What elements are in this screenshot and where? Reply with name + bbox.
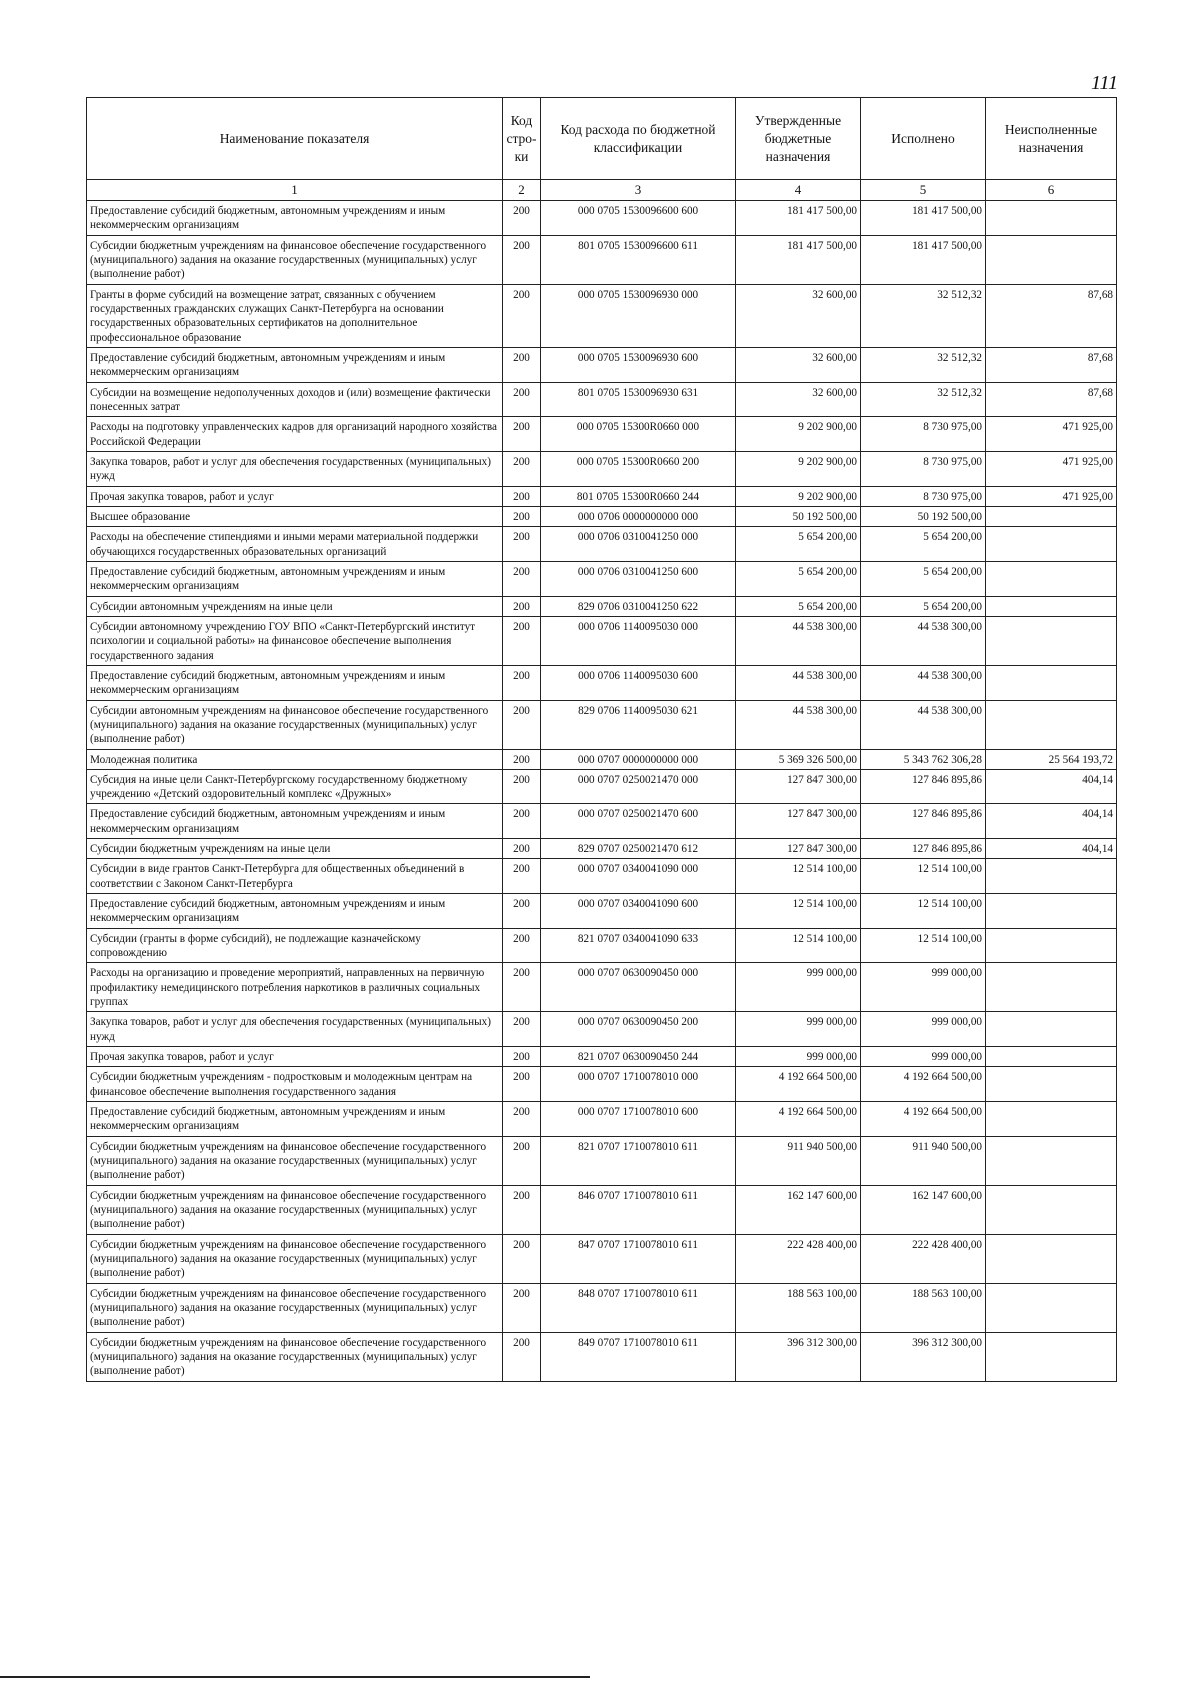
unexecuted-amount-cell [986,1283,1117,1332]
executed-amount-cell: 12 514 100,00 [861,859,986,894]
approved-amount-cell: 32 600,00 [736,382,861,417]
table-row [87,1185,1117,1234]
approved-amount-cell: 181 417 500,00 [736,201,861,236]
approved-amount-cell: 12 514 100,00 [736,859,861,894]
line-code-cell: 200 [503,1234,541,1283]
executed-amount-cell: 32 512,32 [861,347,986,382]
line-code-cell: 200 [503,839,541,859]
line-code-cell: 200 [503,665,541,700]
indicator-name-cell: Субсидии на возмещение недополученных доходов и (или) возмещение фактически понесенных затрат [87,382,503,417]
indicator-name-cell: Предоставление субсидий бюджетным, автономным учреждениям и иным некоммерческим организациям [87,1102,503,1137]
table-row [87,284,1117,347]
line-code-cell: 200 [503,804,541,839]
approved-amount-cell: 9 202 900,00 [736,417,861,452]
line-code-cell: 200 [503,527,541,562]
expense-code-cell: 821 0707 0340041090 633 [541,928,736,963]
table-row [87,1102,1117,1137]
expense-code-cell: 000 0705 1530096930 000 [541,284,736,347]
column-number: 5 [861,180,986,201]
executed-amount-cell: 911 940 500,00 [861,1136,986,1185]
approved-amount-cell: 162 147 600,00 [736,1185,861,1234]
line-code-cell: 200 [503,201,541,236]
expense-code-cell: 821 0707 0630090450 244 [541,1047,736,1067]
unexecuted-amount-cell [986,1234,1117,1283]
approved-amount-cell: 127 847 300,00 [736,769,861,804]
line-code-cell: 200 [503,749,541,769]
executed-amount-cell: 999 000,00 [861,1012,986,1047]
executed-amount-cell: 999 000,00 [861,1047,986,1067]
unexecuted-amount-cell [986,963,1117,1012]
indicator-name-cell: Расходы на обеспечение стипендиями и иными мерами материальной поддержки обучающихся государственных образовательных организаций [87,527,503,562]
header-executed: Исполнено [861,98,986,180]
executed-amount-cell: 32 512,32 [861,382,986,417]
expense-code-cell: 000 0705 15300R0660 000 [541,417,736,452]
executed-amount-cell: 12 514 100,00 [861,894,986,929]
unexecuted-amount-cell [986,1012,1117,1047]
line-code-cell: 200 [503,1012,541,1047]
indicator-name-cell: Расходы на организацию и проведение мероприятий, направленных на первичную профилактику немедицинского потребления наркотиков в различных социальных группах [87,963,503,1012]
column-number: 1 [87,180,503,201]
indicator-name-cell: Гранты в форме субсидий на возмещение затрат, связанных с обучением государственных гражданских служащих Санкт-Петербурга на основании государственных образовательных сертификатов на дополнительное профессиональное образование [87,284,503,347]
unexecuted-amount-cell [986,1067,1117,1102]
approved-amount-cell: 127 847 300,00 [736,839,861,859]
table-row [87,596,1117,616]
table-row [87,506,1117,526]
expense-code-cell: 000 0705 1530096600 600 [541,201,736,236]
executed-amount-cell: 999 000,00 [861,963,986,1012]
column-number: 2 [503,180,541,201]
unexecuted-amount-cell [986,527,1117,562]
indicator-name-cell: Субсидии бюджетным учреждениям на финансовое обеспечение государственного (муниципального) задания на оказание государственных (муниципальных) услуг (выполнение работ) [87,1283,503,1332]
approved-amount-cell: 911 940 500,00 [736,1136,861,1185]
table-row [87,235,1117,284]
executed-amount-cell: 162 147 600,00 [861,1185,986,1234]
indicator-name-cell: Субсидии бюджетным учреждениям на финансовое обеспечение государственного (муниципального) задания на оказание государственных (муниципальных) услуг (выполнение работ) [87,1185,503,1234]
line-code-cell: 200 [503,347,541,382]
approved-amount-cell: 44 538 300,00 [736,665,861,700]
table-row [87,1136,1117,1185]
approved-amount-cell: 999 000,00 [736,1012,861,1047]
indicator-name-cell: Закупка товаров, работ и услуг для обеспечения государственных (муниципальных) нужд [87,451,503,486]
executed-amount-cell: 127 846 895,86 [861,839,986,859]
approved-amount-cell: 32 600,00 [736,284,861,347]
unexecuted-amount-cell [986,596,1117,616]
column-number: 3 [541,180,736,201]
indicator-name-cell: Субсидии бюджетным учреждениям на иные цели [87,839,503,859]
table-row [87,451,1117,486]
approved-amount-cell: 44 538 300,00 [736,700,861,749]
executed-amount-cell: 5 343 762 306,28 [861,749,986,769]
table-row [87,769,1117,804]
line-code-cell: 200 [503,1283,541,1332]
header-expense-code: Код расхода по бюджетной классификации [541,98,736,180]
indicator-name-cell: Субсидии автономным учреждениям на иные цели [87,596,503,616]
executed-amount-cell: 44 538 300,00 [861,665,986,700]
line-code-cell: 200 [503,963,541,1012]
table-row [87,804,1117,839]
expense-code-cell: 000 0707 1710078010 600 [541,1102,736,1137]
table-row [87,665,1117,700]
line-code-cell: 200 [503,284,541,347]
line-code-cell: 200 [503,1136,541,1185]
line-code-cell: 200 [503,1102,541,1137]
unexecuted-amount-cell: 404,14 [986,839,1117,859]
table-row [87,1283,1117,1332]
unexecuted-amount-cell [986,616,1117,665]
indicator-name-cell: Прочая закупка товаров, работ и услуг [87,486,503,506]
table-row [87,749,1117,769]
approved-amount-cell: 999 000,00 [736,1047,861,1067]
unexecuted-amount-cell: 404,14 [986,769,1117,804]
unexecuted-amount-cell [986,859,1117,894]
expense-code-cell: 000 0707 1710078010 000 [541,1067,736,1102]
table-row [87,859,1117,894]
line-code-cell: 200 [503,859,541,894]
indicator-name-cell: Предоставление субсидий бюджетным, автономным учреждениям и иным некоммерческим организациям [87,347,503,382]
executed-amount-cell: 8 730 975,00 [861,451,986,486]
expense-code-cell: 000 0706 1140095030 600 [541,665,736,700]
unexecuted-amount-cell: 471 925,00 [986,486,1117,506]
line-code-cell: 200 [503,700,541,749]
expense-code-cell: 000 0707 0340041090 600 [541,894,736,929]
line-code-cell: 200 [503,596,541,616]
approved-amount-cell: 181 417 500,00 [736,235,861,284]
header-unexecuted: Неисполненные назначения [986,98,1117,180]
line-code-cell: 200 [503,486,541,506]
unexecuted-amount-cell: 471 925,00 [986,417,1117,452]
table-row [87,417,1117,452]
expense-code-cell: 000 0707 0250021470 600 [541,804,736,839]
approved-amount-cell: 12 514 100,00 [736,928,861,963]
approved-amount-cell: 5 654 200,00 [736,596,861,616]
line-code-cell: 200 [503,451,541,486]
expense-code-cell: 000 0707 0630090450 200 [541,1012,736,1047]
indicator-name-cell: Субсидии в виде грантов Санкт-Петербурга для общественных объединений в соответствии с Законом Санкт-Петербурга [87,859,503,894]
line-code-cell: 200 [503,769,541,804]
table-row [87,616,1117,665]
unexecuted-amount-cell: 404,14 [986,804,1117,839]
approved-amount-cell: 32 600,00 [736,347,861,382]
expense-code-cell: 000 0707 0250021470 000 [541,769,736,804]
table-row [87,382,1117,417]
indicator-name-cell: Субсидии автономным учреждениям на финансовое обеспечение государственного (муниципального) задания на оказание государственных (муниципальных) услуг (выполнение работ) [87,700,503,749]
unexecuted-amount-cell [986,1136,1117,1185]
expense-code-cell: 801 0705 1530096600 611 [541,235,736,284]
table-row [87,1234,1117,1283]
table-row [87,201,1117,236]
expense-code-cell: 000 0706 0310041250 600 [541,561,736,596]
indicator-name-cell: Расходы на подготовку управленческих кадров для организаций народного хозяйства Российской Федерации [87,417,503,452]
executed-amount-cell: 5 654 200,00 [861,561,986,596]
unexecuted-amount-cell [986,506,1117,526]
column-number: 6 [986,180,1117,201]
table-row [87,963,1117,1012]
line-code-cell: 200 [503,235,541,284]
table-row [87,561,1117,596]
executed-amount-cell: 188 563 100,00 [861,1283,986,1332]
approved-amount-cell: 50 192 500,00 [736,506,861,526]
executed-amount-cell: 4 192 664 500,00 [861,1067,986,1102]
unexecuted-amount-cell [986,894,1117,929]
expense-code-cell: 848 0707 1710078010 611 [541,1283,736,1332]
indicator-name-cell: Субсидии бюджетным учреждениям на финансовое обеспечение государственного (муниципального) задания на оказание государственных (муниципальных) услуг (выполнение работ) [87,235,503,284]
executed-amount-cell: 5 654 200,00 [861,596,986,616]
indicator-name-cell: Субсидия на иные цели Санкт-Петербургскому государственному бюджетному учреждению «Детский оздоровительный комплекс «Дружных» [87,769,503,804]
expense-code-cell: 829 0706 1140095030 621 [541,700,736,749]
executed-amount-cell: 181 417 500,00 [861,201,986,236]
unexecuted-amount-cell [986,201,1117,236]
unexecuted-amount-cell [986,561,1117,596]
unexecuted-amount-cell [986,1185,1117,1234]
table-row [87,839,1117,859]
executed-amount-cell: 222 428 400,00 [861,1234,986,1283]
indicator-name-cell: Высшее образование [87,506,503,526]
approved-amount-cell: 12 514 100,00 [736,894,861,929]
line-code-cell: 200 [503,894,541,929]
expense-code-cell: 847 0707 1710078010 611 [541,1234,736,1283]
table-row [87,700,1117,749]
table-row [87,928,1117,963]
indicator-name-cell: Предоставление субсидий бюджетным, автономным учреждениям и иным некоммерческим организациям [87,665,503,700]
budget-execution-table [86,97,1117,1382]
column-number: 4 [736,180,861,201]
expense-code-cell: 000 0705 1530096930 600 [541,347,736,382]
executed-amount-cell: 12 514 100,00 [861,928,986,963]
executed-amount-cell: 8 730 975,00 [861,486,986,506]
indicator-name-cell: Прочая закупка товаров, работ и услуг [87,1047,503,1067]
line-code-cell: 200 [503,417,541,452]
executed-amount-cell: 50 192 500,00 [861,506,986,526]
indicator-name-cell: Закупка товаров, работ и услуг для обеспечения государственных (муниципальных) нужд [87,1012,503,1047]
executed-amount-cell: 44 538 300,00 [861,616,986,665]
line-code-cell: 200 [503,382,541,417]
indicator-name-cell: Субсидии бюджетным учреждениям на финансовое обеспечение государственного (муниципального) задания на оказание государственных (муниципальных) услуг (выполнение работ) [87,1234,503,1283]
executed-amount-cell: 8 730 975,00 [861,417,986,452]
unexecuted-amount-cell [986,700,1117,749]
executed-amount-cell: 4 192 664 500,00 [861,1102,986,1137]
expense-code-cell: 849 0707 1710078010 611 [541,1332,736,1381]
unexecuted-amount-cell: 471 925,00 [986,451,1117,486]
indicator-name-cell: Субсидии бюджетным учреждениям - подростковым и молодежным центрам на финансовое обеспечение выполнения государственного задания [87,1067,503,1102]
unexecuted-amount-cell: 87,68 [986,284,1117,347]
table-row [87,1067,1117,1102]
expense-code-cell: 000 0707 0000000000 000 [541,749,736,769]
line-code-cell: 200 [503,1047,541,1067]
expense-code-cell: 000 0706 0000000000 000 [541,506,736,526]
line-code-cell: 200 [503,616,541,665]
table-row [87,894,1117,929]
indicator-name-cell: Субсидии автономному учреждению ГОУ ВПО «Санкт-Петербургский институт психологии и социальной работы» на финансовое обеспечение выполнения государственного задания [87,616,503,665]
approved-amount-cell: 127 847 300,00 [736,804,861,839]
line-code-cell: 200 [503,1067,541,1102]
approved-amount-cell: 396 312 300,00 [736,1332,861,1381]
unexecuted-amount-cell [986,1047,1117,1067]
executed-amount-cell: 127 846 895,86 [861,804,986,839]
expense-code-cell: 801 0705 1530096930 631 [541,382,736,417]
header-indicator-name: Наименование показателя [87,98,503,180]
indicator-name-cell: Предоставление субсидий бюджетным, автономным учреждениям и иным некоммерческим организациям [87,804,503,839]
expense-code-cell: 821 0707 1710078010 611 [541,1136,736,1185]
expense-code-cell: 829 0707 0250021470 612 [541,839,736,859]
unexecuted-amount-cell [986,665,1117,700]
table-row [87,486,1117,506]
approved-amount-cell: 9 202 900,00 [736,486,861,506]
line-code-cell: 200 [503,928,541,963]
table-header [87,98,1117,180]
executed-amount-cell: 5 654 200,00 [861,527,986,562]
unexecuted-amount-cell [986,928,1117,963]
column-numbers-row [87,180,1117,201]
unexecuted-amount-cell [986,1102,1117,1137]
unexecuted-amount-cell [986,1332,1117,1381]
approved-amount-cell: 5 654 200,00 [736,527,861,562]
table-row [87,527,1117,562]
executed-amount-cell: 396 312 300,00 [861,1332,986,1381]
header-line-code: Код стро-ки [503,98,541,180]
table-row [87,1332,1117,1381]
line-code-cell: 200 [503,1185,541,1234]
unexecuted-amount-cell: 25 564 193,72 [986,749,1117,769]
line-code-cell: 200 [503,561,541,596]
expense-code-cell: 000 0707 0340041090 000 [541,859,736,894]
page-number: 111 [1090,72,1118,94]
approved-amount-cell: 222 428 400,00 [736,1234,861,1283]
header-approved: Утвержденные бюджетные назначения [736,98,861,180]
executed-amount-cell: 127 846 895,86 [861,769,986,804]
line-code-cell: 200 [503,1332,541,1381]
unexecuted-amount-cell [986,235,1117,284]
unexecuted-amount-cell: 87,68 [986,347,1117,382]
indicator-name-cell: Предоставление субсидий бюджетным, автономным учреждениям и иным некоммерческим организациям [87,894,503,929]
expense-code-cell: 000 0707 0630090450 000 [541,963,736,1012]
approved-amount-cell: 9 202 900,00 [736,451,861,486]
approved-amount-cell: 4 192 664 500,00 [736,1067,861,1102]
expense-code-cell: 801 0705 15300R0660 244 [541,486,736,506]
approved-amount-cell: 5 369 326 500,00 [736,749,861,769]
indicator-name-cell: Молодежная политика [87,749,503,769]
line-code-cell: 200 [503,506,541,526]
executed-amount-cell: 32 512,32 [861,284,986,347]
table-row [87,1047,1117,1067]
expense-code-cell: 829 0706 0310041250 622 [541,596,736,616]
table-row [87,1012,1117,1047]
expense-code-cell: 000 0705 15300R0660 200 [541,451,736,486]
approved-amount-cell: 999 000,00 [736,963,861,1012]
table-body [87,180,1117,1382]
expense-code-cell: 000 0706 0310041250 000 [541,527,736,562]
executed-amount-cell: 181 417 500,00 [861,235,986,284]
approved-amount-cell: 4 192 664 500,00 [736,1102,861,1137]
table-row [87,347,1117,382]
executed-amount-cell: 44 538 300,00 [861,700,986,749]
expense-code-cell: 000 0706 1140095030 000 [541,616,736,665]
unexecuted-amount-cell: 87,68 [986,382,1117,417]
expense-code-cell: 846 0707 1710078010 611 [541,1185,736,1234]
indicator-name-cell: Предоставление субсидий бюджетным, автономным учреждениям и иным некоммерческим организациям [87,201,503,236]
indicator-name-cell: Субсидии (гранты в форме субсидий), не подлежащие казначейскому сопровождению [87,928,503,963]
indicator-name-cell: Субсидии бюджетным учреждениям на финансовое обеспечение государственного (муниципального) задания на оказание государственных (муниципальных) услуг (выполнение работ) [87,1136,503,1185]
approved-amount-cell: 188 563 100,00 [736,1283,861,1332]
approved-amount-cell: 5 654 200,00 [736,561,861,596]
indicator-name-cell: Субсидии бюджетным учреждениям на финансовое обеспечение государственного (муниципального) задания на оказание государственных (муниципальных) услуг (выполнение работ) [87,1332,503,1381]
approved-amount-cell: 44 538 300,00 [736,616,861,665]
indicator-name-cell: Предоставление субсидий бюджетным, автономным учреждениям и иным некоммерческим организациям [87,561,503,596]
page-bottom-rule [0,1676,590,1678]
